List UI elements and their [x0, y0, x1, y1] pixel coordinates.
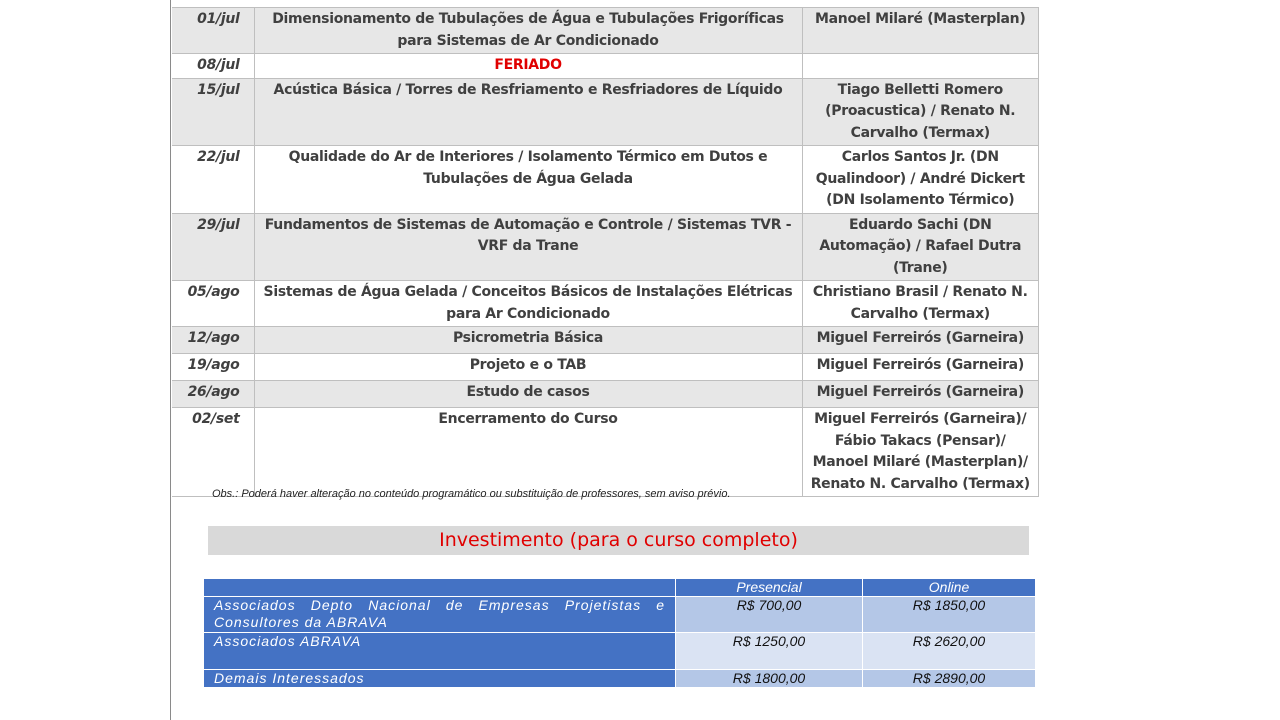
- schedule-topic: Dimensionamento de Tubulações de Água e Tubulações Frigoríficas para Sistemas de Ar Condicionado: [254, 8, 802, 54]
- schedule-row: [172, 281, 1039, 327]
- price-category: Associados Depto Nacional de Empresas Projetistas e Consultores da ABRAVA: [204, 597, 676, 633]
- schedule-professor: Eduardo Sachi (DN Automação) / Rafael Dutra (Trane): [802, 213, 1039, 281]
- price-table: [203, 578, 1036, 688]
- schedule-topic: Projeto e o TAB: [254, 354, 802, 381]
- schedule-row: [172, 213, 1039, 281]
- price-category: Demais Interessados: [204, 670, 676, 688]
- price-online: R$ 2620,00: [863, 633, 1036, 670]
- schedule-date: 26/ago: [172, 381, 254, 408]
- schedule-row: [172, 146, 1039, 214]
- schedule-date: 08/jul: [172, 54, 254, 79]
- schedule-topic: Acústica Básica / Torres de Resfriamento e Resfriadores de Líquido: [254, 78, 802, 146]
- schedule-topic: Encerramento do Curso: [254, 408, 802, 497]
- observation-note: Obs.: Poderá haver alteração no conteúdo programático ou substituição de professores, sem aviso prévio.: [212, 488, 731, 500]
- schedule-date: 01/jul: [172, 8, 254, 54]
- schedule-professor: Tiago Belletti Romero (Proacustica) / Renato N. Carvalho (Termax): [802, 78, 1039, 146]
- schedule-row: [172, 327, 1039, 354]
- price-row: [204, 597, 1036, 633]
- price-presencial: R$ 700,00: [676, 597, 863, 633]
- schedule-professor: Miguel Ferreirós (Garneira)/ Fábio Takacs (Pensar)/ Manoel Milaré (Masterplan)/ Renato N. Carvalho (Termax): [802, 408, 1039, 497]
- schedule-row: [172, 408, 1039, 497]
- schedule-professor: Miguel Ferreirós (Garneira): [802, 327, 1039, 354]
- schedule-date: 15/jul: [172, 78, 254, 146]
- schedule-professor: Miguel Ferreirós (Garneira): [802, 354, 1039, 381]
- schedule-topic-holiday: FERIADO: [254, 54, 802, 79]
- schedule-date: 05/ago: [172, 281, 254, 327]
- price-header-online: Online: [863, 579, 1036, 597]
- schedule-professor: Manoel Milaré (Masterplan): [802, 8, 1039, 54]
- schedule-table: [172, 7, 1039, 497]
- investment-title: Investimento (para o curso completo): [208, 526, 1029, 555]
- price-online: R$ 1850,00: [863, 597, 1036, 633]
- schedule-professor: Carlos Santos Jr. (DN Qualindoor) / André Dickert (DN Isolamento Térmico): [802, 146, 1039, 214]
- schedule-topic: Qualidade do Ar de Interiores / Isolamento Térmico em Dutos e Tubulações de Água Gelada: [254, 146, 802, 214]
- schedule-topic: Psicrometria Básica: [254, 327, 802, 354]
- schedule-topic: Estudo de casos: [254, 381, 802, 408]
- schedule-row: [172, 381, 1039, 408]
- schedule-professor: [802, 54, 1039, 79]
- price-row: [204, 670, 1036, 688]
- schedule-date: 29/jul: [172, 213, 254, 281]
- schedule-row: [172, 8, 1039, 54]
- schedule-date: 22/jul: [172, 146, 254, 214]
- schedule-row: [172, 354, 1039, 381]
- schedule-row: [172, 78, 1039, 146]
- price-category: Associados ABRAVA: [204, 633, 676, 670]
- price-table-header: [204, 579, 1036, 597]
- schedule-topic: Sistemas de Água Gelada / Conceitos Básicos de Instalações Elétricas para Ar Condicionado: [254, 281, 802, 327]
- price-row: [204, 633, 1036, 670]
- schedule-date: 12/ago: [172, 327, 254, 354]
- price-presencial: R$ 1250,00: [676, 633, 863, 670]
- price-online: R$ 2890,00: [863, 670, 1036, 688]
- schedule-professor: Miguel Ferreirós (Garneira): [802, 381, 1039, 408]
- schedule-topic: Fundamentos de Sistemas de Automação e Controle / Sistemas TVR - VRF da Trane: [254, 213, 802, 281]
- schedule-date: 02/set: [172, 408, 254, 497]
- page-left-border: [170, 0, 171, 720]
- schedule-date: 19/ago: [172, 354, 254, 381]
- schedule-row: [172, 54, 1039, 79]
- price-header-blank: [204, 579, 676, 597]
- schedule-professor: Christiano Brasil / Renato N. Carvalho (Termax): [802, 281, 1039, 327]
- price-header-presencial: Presencial: [676, 579, 863, 597]
- price-presencial: R$ 1800,00: [676, 670, 863, 688]
